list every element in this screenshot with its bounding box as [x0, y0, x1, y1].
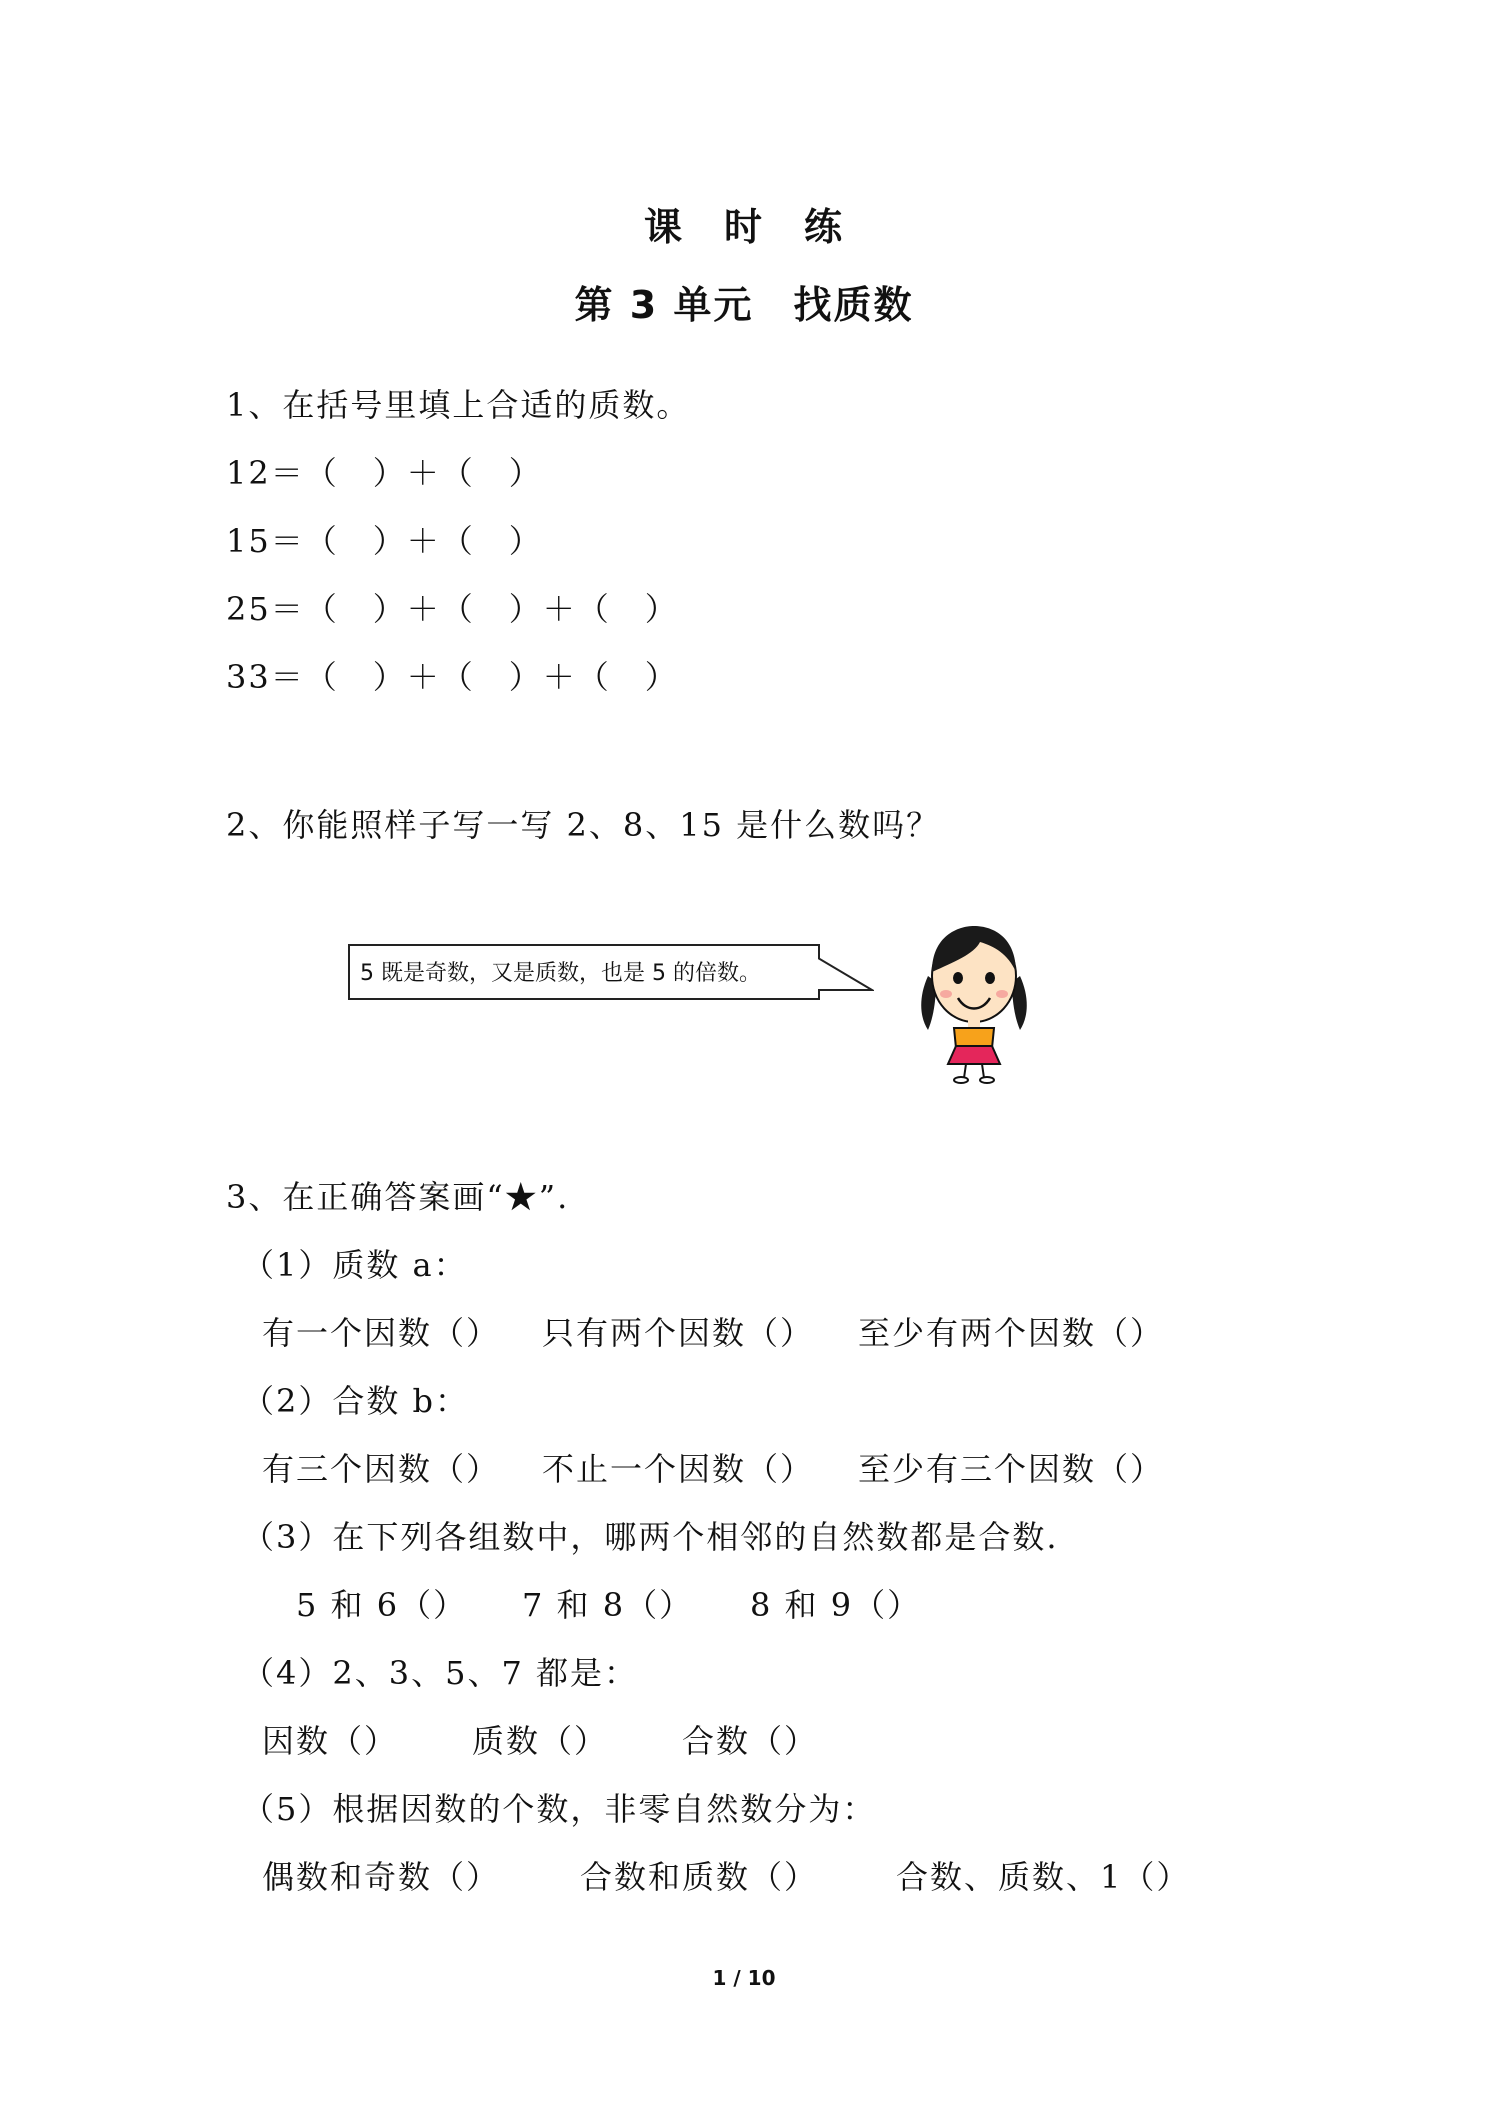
answer-option[interactable]: 至少有两个因数（）	[858, 1314, 1165, 1352]
q3-part-options	[262, 1444, 1164, 1490]
q3-part-label: （2）合数 b：	[242, 1382, 470, 1420]
q1-row: 15＝（ ）＋（ ）	[226, 522, 543, 560]
q3-part-label: （4）2、3、5、7 都是：	[242, 1654, 638, 1692]
q2-prompt: 2、你能照样子写一写 2、8、15 是什么数吗？	[226, 806, 941, 844]
girl-illustration	[914, 918, 1034, 1084]
q1-row: 33＝（ ）＋（ ）＋（ ）	[226, 658, 679, 696]
answer-option[interactable]: 合数（）	[682, 1722, 819, 1760]
answer-option[interactable]: 8 和 9（）	[750, 1586, 922, 1624]
answer-option[interactable]: 因数（）	[262, 1722, 399, 1760]
q1-row: 25＝（ ）＋（ ）＋（ ）	[226, 590, 679, 628]
q1-row: 12＝（ ）＋（ ）	[226, 454, 543, 492]
page-subtitle: 第 3 单元 找质数	[574, 283, 914, 327]
q3-part-options	[262, 1852, 1190, 1898]
answer-option[interactable]: 只有两个因数（）	[542, 1314, 815, 1352]
page-title: 课 时 练	[643, 205, 844, 249]
answer-option[interactable]: 合数和质数（）	[580, 1858, 819, 1896]
answer-option[interactable]: 5 和 6（）	[296, 1586, 468, 1624]
speech-bubble: 5 既是奇数，又是质数，也是 5 的倍数。	[348, 944, 820, 1000]
q1-prompt: 1、在括号里填上合适的质数。	[226, 386, 691, 424]
q3-part-label: （5）根据因数的个数，非零自然数分为：	[242, 1790, 877, 1828]
page-number: 1 / 10	[712, 1966, 776, 1990]
answer-option[interactable]: 不止一个因数（）	[542, 1450, 815, 1488]
answer-option[interactable]: 至少有三个因数（）	[858, 1450, 1165, 1488]
answer-option[interactable]: 有三个因数（）	[262, 1450, 501, 1488]
answer-option[interactable]: 质数（）	[472, 1722, 609, 1760]
answer-option[interactable]: 合数、质数、1（）	[896, 1858, 1191, 1896]
speech-bubble-tail	[818, 956, 874, 996]
answer-option[interactable]: 偶数和奇数（）	[262, 1858, 501, 1896]
answer-option[interactable]: 有一个因数（）	[262, 1314, 501, 1352]
q3-prompt: 3、在正确答案画“★”.	[226, 1178, 570, 1216]
q3-part-options	[262, 1308, 1164, 1354]
q3-part-options	[262, 1716, 818, 1762]
answer-option[interactable]: 7 和 8（）	[522, 1586, 694, 1624]
q3-part-label: （1）质数 a：	[242, 1246, 468, 1284]
q3-part-label: （3）在下列各组数中，哪两个相邻的自然数都是合数.	[242, 1518, 1059, 1556]
q3-part-options	[296, 1580, 921, 1626]
